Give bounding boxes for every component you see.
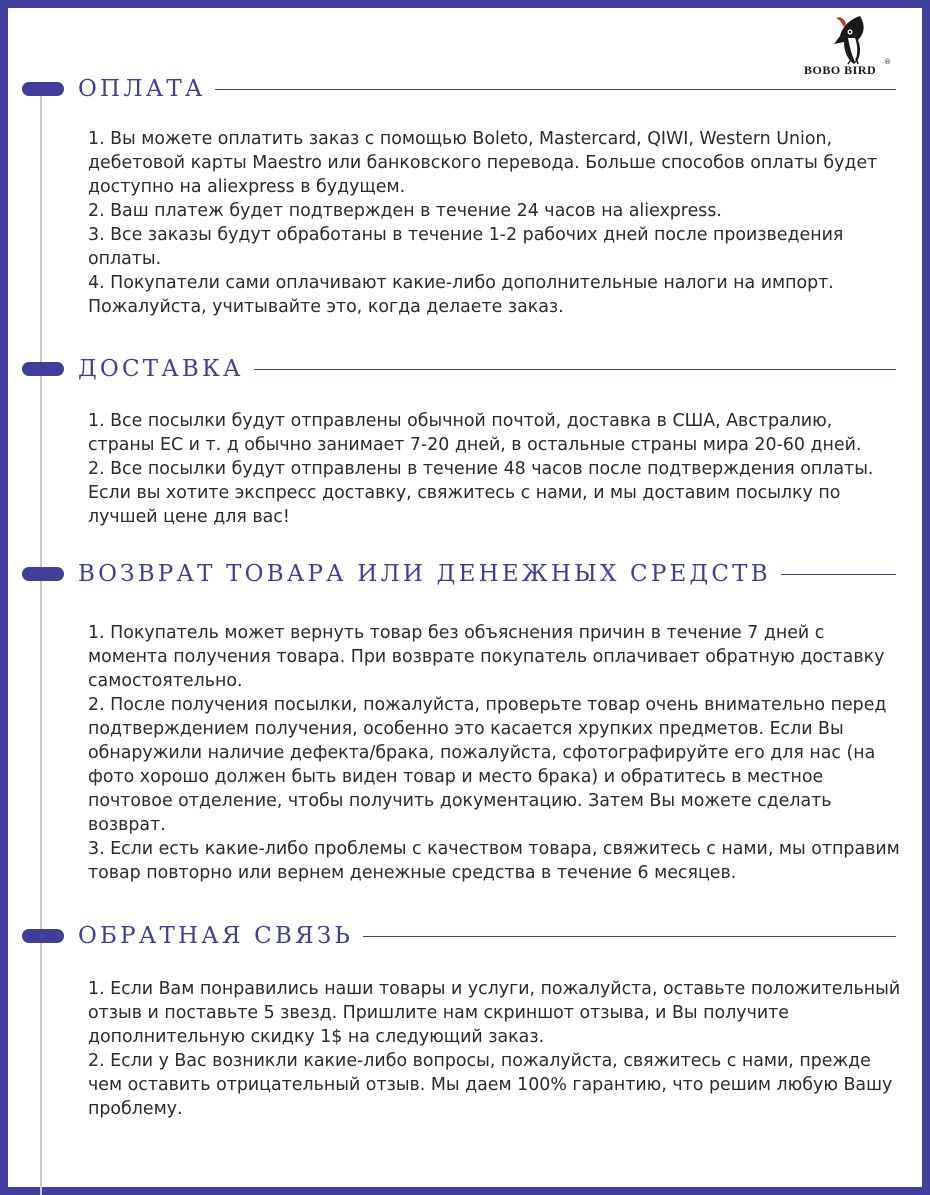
list-item: 1. Вы можете оплатить заказ с помощью Boleto, Mastercard, QIWI, Western Union, дебетовой карты Maestro или банковского перевода. Больше способов оплаты будет доступно на aliexpress в будущем. [88,129,878,197]
section-body-returns [88,621,903,885]
section-marker-returns [22,567,64,581]
list-item: 4. Покупатели сами оплачивают какие-либо дополнительные налоги на импорт. Пожалуйста, учитывайте это, когда делаете заказ. [88,273,834,317]
section-marker-payment [22,82,64,96]
section-body-delivery [88,409,903,529]
list-item: 2. Если у Вас возникли какие-либо вопросы, пожалуйста, свяжитесь с нами, прежде чем оставить отрицательный отзыв. Мы даем 100% гарантию, что решим любую Вашу проблему. [88,1051,893,1119]
logo-text: BOBO BIRD [804,63,877,77]
list-item: 3. Если есть какие-либо проблемы с качеством товара, свяжитесь с нами, мы отправим товар повторно или вернем денежные средства в течение 6 месяцев. [88,839,900,883]
section-marker-delivery [22,362,64,376]
section-title-delivery: ДОСТАВКА [78,354,254,384]
list-item: 2. После получения посылки, пожалуйста, проверьте товар очень внимательно перед подтверждением получения, особенно это касается хрупких предметов. Если Вы обнаружили наличие дефекта/брака, пожалуйста, сфотографируйте его для нас (на фото хорошо должен быть виден товар и место брака) и обратитесь в местное почтовое отделение, чтобы получить документацию. Затем Вы можете сделать возврат. [88,695,887,835]
list-item: 1. Покупатель может вернуть товар без объяснения причин в течение 7 дней с момента получения товара. При возврате покупатель оплачивает обратную доставку самостоятельно. [88,623,885,691]
section-title-payment: ОПЛАТА [78,74,215,104]
list-item: 3. Все заказы будут обработаны в течение 1-2 рабочих дней после произведения оплаты. [88,225,844,269]
section-header-payment [78,74,896,104]
section-header-feedback [78,921,896,951]
section-body-feedback [88,977,903,1121]
registered-mark: ® [884,58,891,66]
section-marker-feedback [22,929,64,943]
list-item: 1. Все посылки будут отправлены обычной почтой, доставка в США, Австралию, страны ЕС и т. д обычно занимает 7-20 дней, в остальные страны мира 20-60 дней. [88,411,862,455]
section-header-returns [78,559,896,589]
list-item: 1. Если Вам понравились наши товары и услуги, пожалуйста, оставьте положительный отзыв и поставьте 5 звезд. Пришлите нам скриншот отзыва, и Вы получите дополнительную скидку 1$ на следующий заказ. [88,979,901,1047]
list-item: 2. Все посылки будут отправлены в течение 48 часов после подтверждения оплаты. Если вы хотите экспресс доставку, свяжитесь с нами, и мы доставим посылку по лучшей цене для вас! [88,459,874,527]
list-item: 2. Ваш платеж будет подтвержден в течение 24 часов на aliexpress. [88,201,722,221]
section-title-returns: ВОЗВРАТ ТОВАРА ИЛИ ДЕНЕЖНЫХ СРЕДСТВ [78,559,781,589]
section-title-feedback: ОБРАТНАЯ СВЯЗЬ [78,921,363,951]
section-body-payment [88,127,903,319]
section-header-delivery [78,354,896,384]
timeline-line [40,88,42,1195]
